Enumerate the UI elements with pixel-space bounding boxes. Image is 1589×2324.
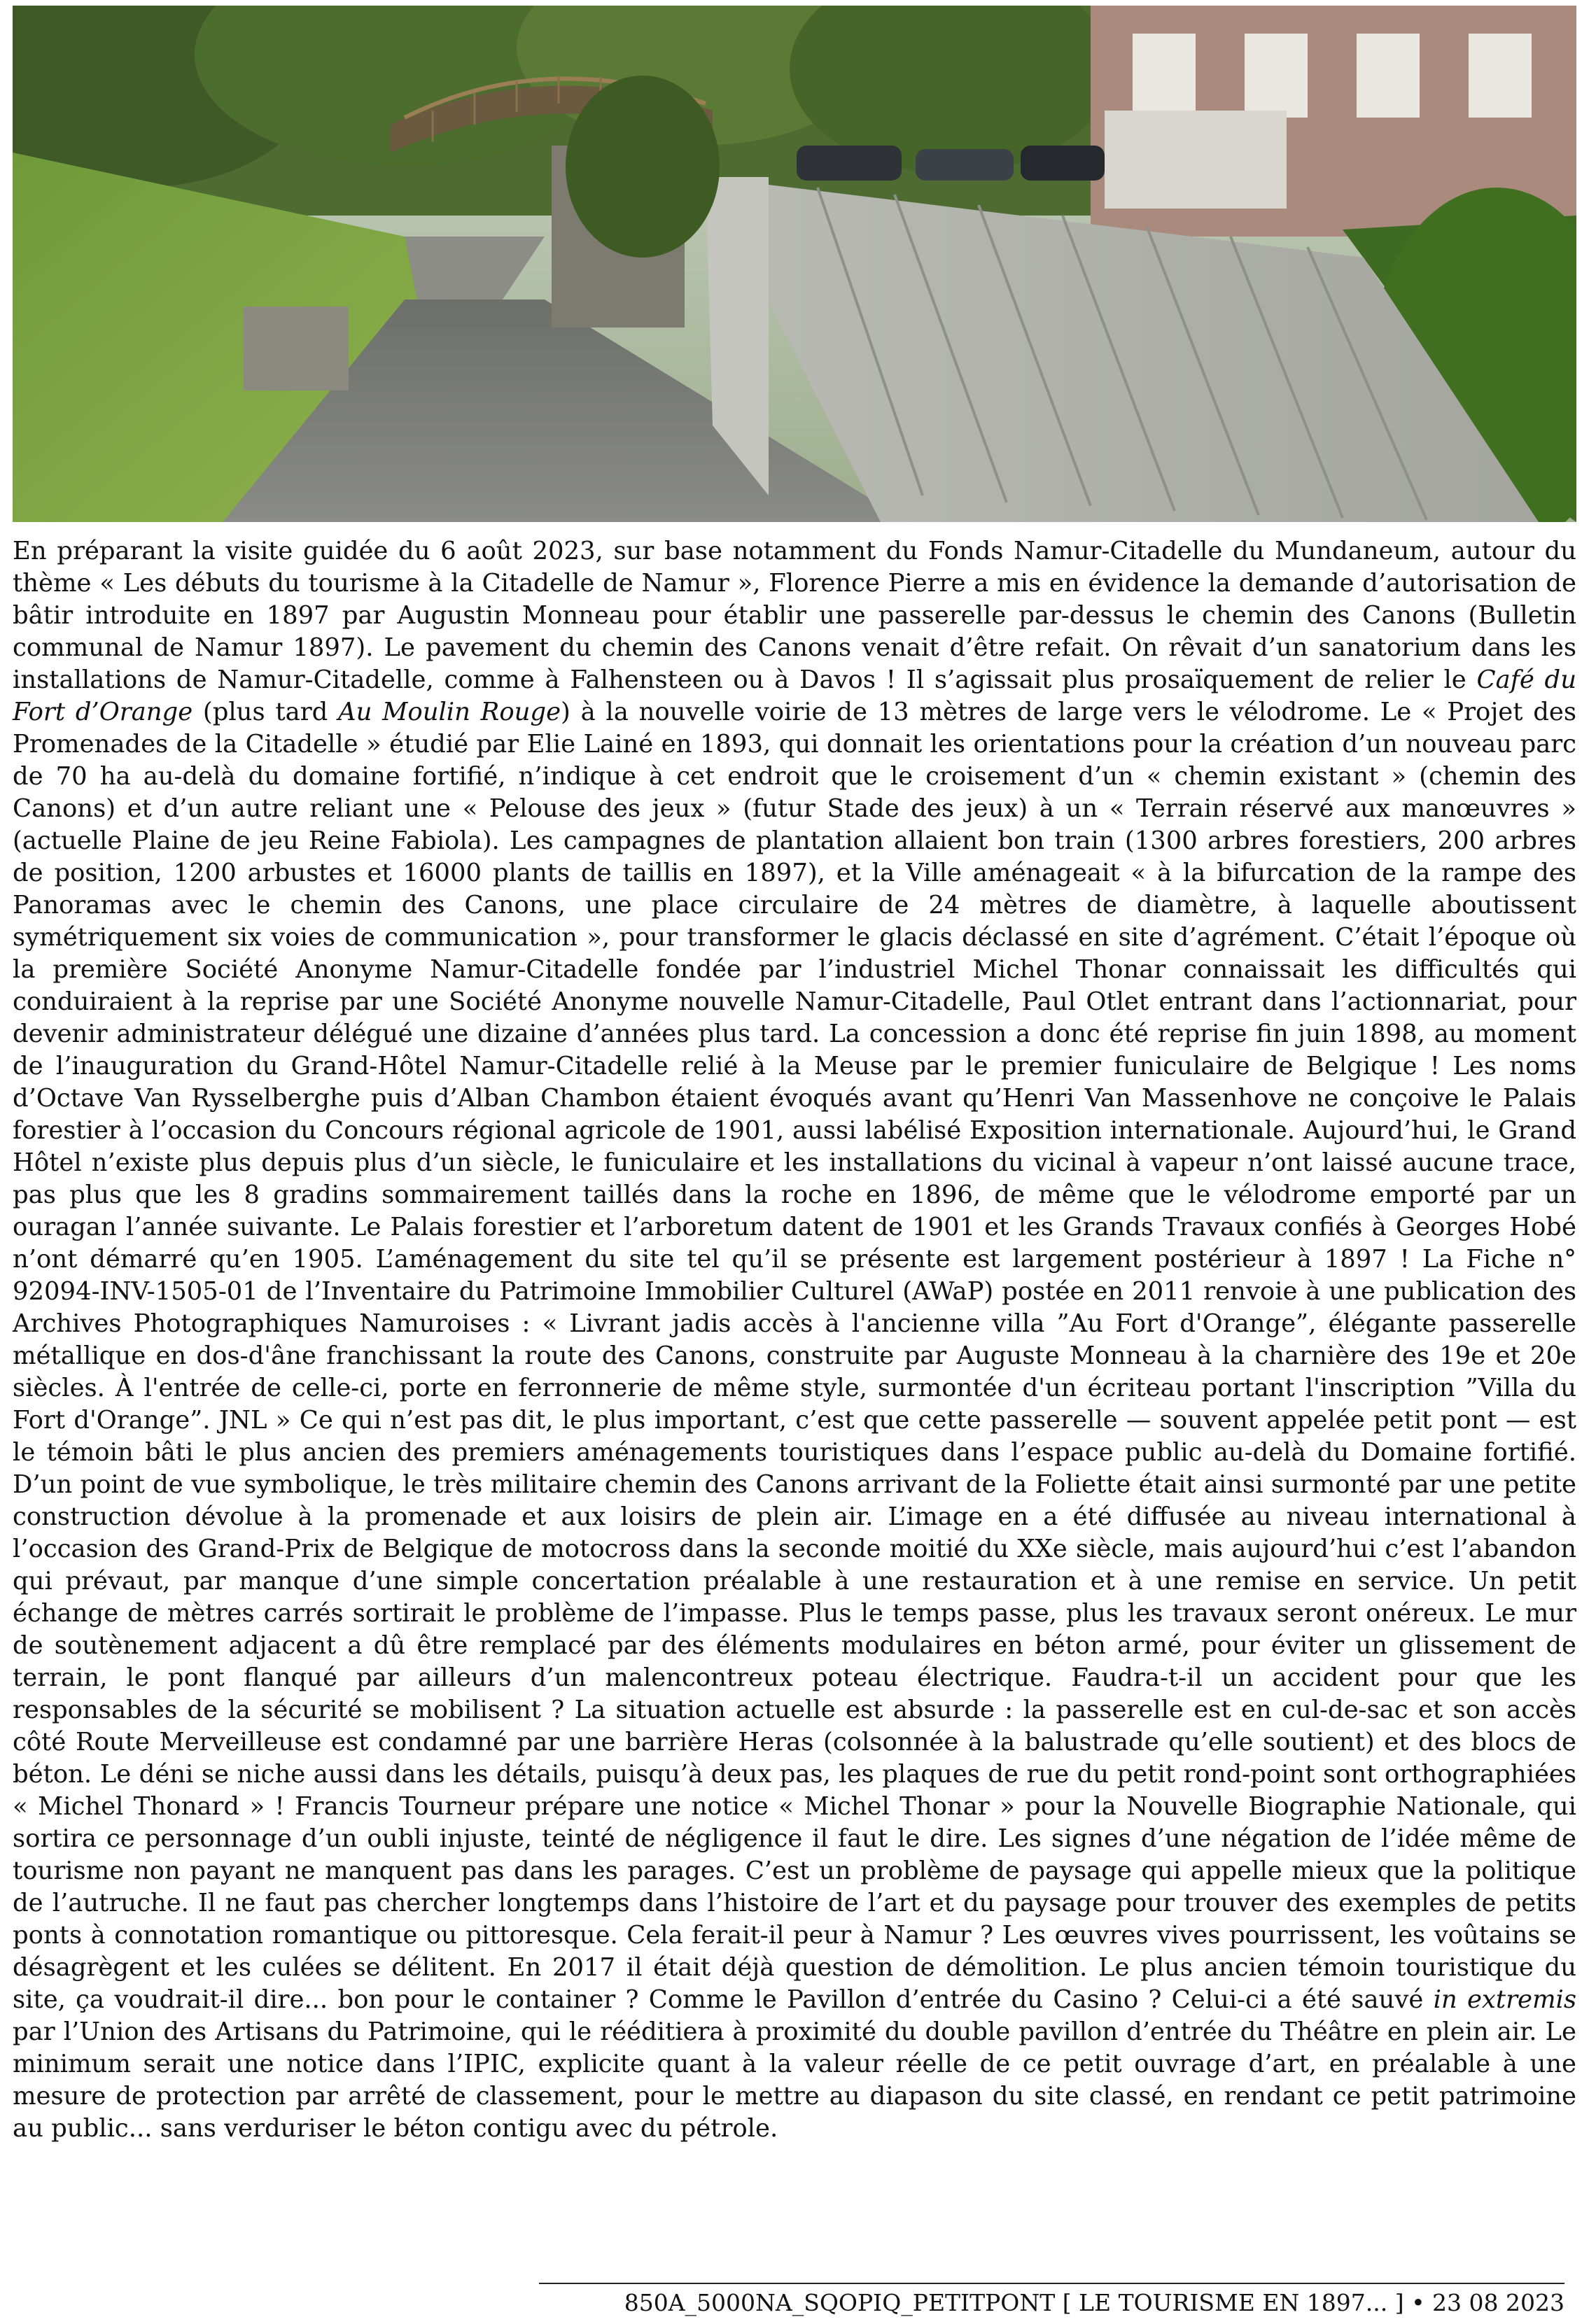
bridge-photo-illustration	[13, 6, 1576, 522]
article-text-part-1: En préparant la visite guidée du 6 août 2023, sur base notamment du Fonds Namur-Citadelle du Mundaneum, autour du thème « Les débuts du tourisme à la Citadelle de Namur », Florence Pierre a mis en évidence la demande d’autorisation de bâtir introduite en 1897 par Augustin Monneau pour établir une passerelle par-dessus le chemin des Canons (Bulletin communal de Namur 1897). Le pavement du chemin des Canons venait d’être refait. On rêvait d’un sanatorium dans les installations de Namur-Citadelle, comme à Falhensteen ou à Davos ! Il s’agissait plus prosaïquement de relier le	[13, 537, 1576, 694]
footer-reference: 850A_5000NA_SQOPIQ_PETITPONT [ LE TOURISME EN 1897... ] • 23 08 2023	[624, 2289, 1564, 2316]
article-italic-cafe-fort-orange: Café du Fort d’Orange	[13, 665, 1576, 726]
article-body	[13, 535, 1576, 2145]
header-photo	[13, 6, 1576, 522]
article-italic-moulin-rouge: Au Moulin Rouge	[338, 698, 561, 726]
article-text-part-3: ) à la nouvelle voirie de 13 mètres de large vers le vélodrome. Le « Projet des Promenades de la Citadelle » étudié par Elie Lainé en 1893, qui donnait les orientations pour la création d’un nouveau parc de 70 ha au-delà du domaine fortifié, n’indique à cet endroit que le croisement d’un « chemin existant » (chemin des Canons) et d’un autre reliant une « Pelouse des jeux » (futur Stade des jeux) à un « Terrain réservé aux manœuvres » (actuelle Plaine de jeu Reine Fabiola). Les campagnes de plantation allaient bon train (1300 arbres forestiers, 200 arbres de position, 1200 arbustes et 16000 plants de taillis en 1897), et la Ville aménageait « à la bifurcation de la rampe des Panoramas avec le chemin des Canons, une place circulaire de 24 mètres de diamètre, à laquelle aboutissent symétriquement six voies de communication », pour transformer le glacis déclassé en site d’agrément. C’était l’époque où la première Société Anonyme Namur-Citadelle fondée par l’industriel Michel Thonar connaissait les difficultés qui conduiraient à la reprise par une Société Anonyme nouvelle Namur-Citadelle, Paul Otlet entrant dans l’actionnariat, pour devenir administrateur délégué une dizaine d’années plus tard. La concession a donc été reprise fin juin 1898, au moment de l’inauguration du Grand-Hôtel Namur-Citadelle relié à la Meuse par le premier funiculaire de Belgique ! Les noms d’Octave Van Rysselberghe puis d’Alban Chambon étaient évoqués avant qu’Henri Van Massenhove ne conçoive le Palais forestier à l’occasion du Concours régional agricole de 1901, aussi labélisé Exposition internationale. Aujourd’hui, le Grand Hôtel n’existe plus depuis plus d’un siècle, le funiculaire et les installations du vicinal à vapeur n’ont laissé aucune trace, pas plus que les 8 gradins sommairement taillés dans la roche en 1896, de même que le vélodrome emporté par un ouragan l’année suivante. Le Palais forestier et l’arboretum datent de 1901 et les Grands Travaux confiés à Georges Hobé n’ont démarré qu’en 1905. L’aménagement du site tel qu’il se présente est largement postérieur à 1897 ! La Fiche n° 92094-INV-1505-01 de l’Inventaire du Patrimoine Immobilier Culturel (AWaP) postée en 2011 renvoie à une publication des Archives Photographiques Namuroises : « Livrant jadis accès à l'ancienne villa ”Au Fort d'Orange”, élégante passerelle métallique en dos-d'âne franchissant la route des Canons, construite par Auguste Monneau à la charnière des 19e et 20e siècles. À l'entrée de celle-ci, porte en ferronnerie de même style, surmontée d'un écriteau portant l'inscription ”Villa du Fort d'Orange”. JNL » Ce qui n’est pas dit, le plus important, c’est que cette passerelle — souvent appelée petit pont — est le témoin bâti le plus ancien des premiers aménagements touristiques dans l’espace public au-delà du Domaine fortifié. D’un point de vue symbolique, le très militaire chemin des Canons arrivant de la Foliette était ainsi surmonté par une petite construction dévolue à la promenade et aux loisirs de plein air. L’image en a été diffusée au niveau international à l’occasion des Grand-Prix de Belgique de motocross dans la seconde moitié du XXe siècle, mais aujourd’hui c’est l’abandon qui prévaut, par manque d’une simple concertation préalable à une restauration et à une remise en service. Un petit échange de mètres carrés sortirait le problème de l’impasse. Plus le temps passe, plus les travaux seront onéreux. Le mur de soutènement adjacent a dû être remplacé par des éléments modulaires en béton armé, pour éviter un glissement de terrain, le pont flanqué par ailleurs d’un malencontreux poteau électrique. Faudra-t-il un accident pour que les responsables de la sécurité se mobilisent ? La situation actuelle est absurde : la passerelle est en cul-de-sac et son accès côté Route Merveilleuse est condamné par une barrière Heras (colsonnée à la balustrade qu’elle soutient) et des blocs de béton. Le déni se niche aussi dans les détails, puisqu’à deux pas, les plaques de rue du petit rond-point sont orthographiées « Michel Thonard » ! Francis Tourneur prépare une notice « Michel Thonar » pour la Nouvelle Biographie Nationale, qui sortira ce personnage d’un oubli injuste, teinté de négligence il faut le dire. Les signes d’une négation de l’idée même de tourisme non payant ne manquent pas dans les parages. C’est un problème de paysage qui appelle mieux que la politique de l’autruche. Il ne faut pas chercher longtemps dans l’histoire de l’art et du paysage pour trouver des exemples de petits ponts à connotation romantique ou pittoresque. Cela ferait-il peur à Namur ? Les œuvres vives pourrissent, les voûtains se désagrègent et les culées se délitent. En 2017 il était déjà question de démolition. Le plus ancien témoin touristique du site, ça voudrait-il dire... bon pour le container ? Comme le Pavillon d’entrée du Casino ? Celui-ci a été sauvé	[13, 698, 1576, 2014]
footer-rule	[539, 2283, 1564, 2284]
article-italic-in-extremis: in extremis	[1433, 1985, 1576, 2014]
article-text-part-2: (plus tard	[192, 698, 339, 726]
article-text-part-4: par l’Union des Artisans du Patrimoine, qui le rééditiera à proximité du double pavillon d’entrée du Théâtre en plein air. Le minimum serait une notice dans l’IPIC, explicite quant à la valeur réelle de ce petit ouvrage d’art, en préalable à une mesure de protection par arrêté de classement, pour le mettre au diapason du site classé, en rendant ce petit patrimoine au public... sans verduriser le béton contigu avec du pétrole.	[13, 2017, 1576, 2143]
